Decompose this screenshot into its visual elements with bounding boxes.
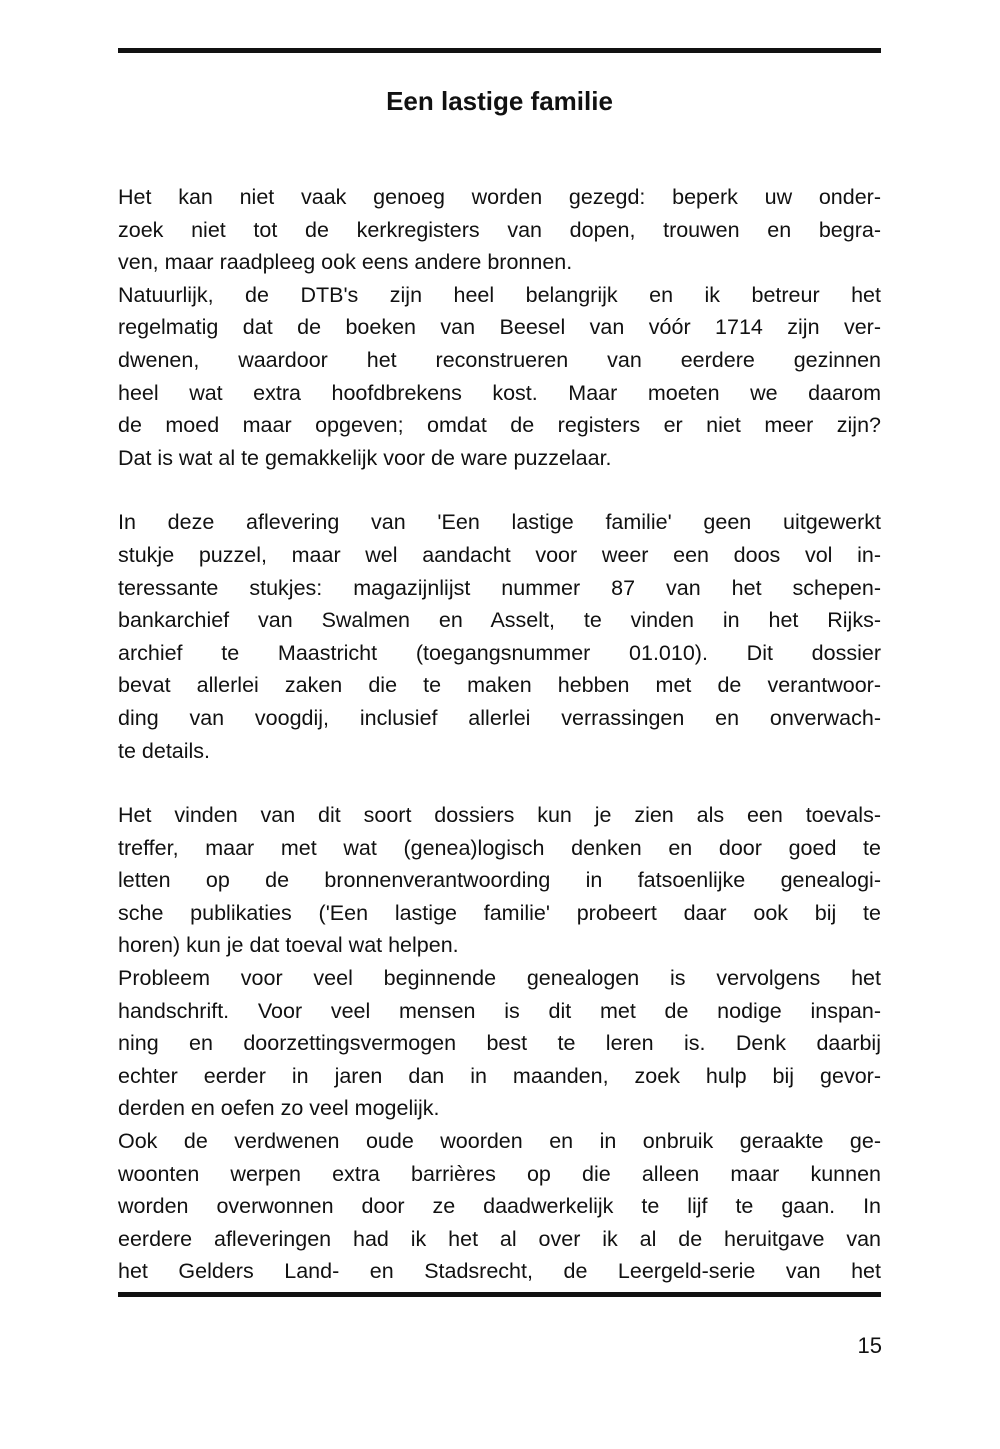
text-line: het Gelders Land- en Stadsrecht, de Leergeld-serie van het <box>118 1259 881 1284</box>
text-line: dwenen, waardoor het reconstrueren van eerdere gezinnen <box>118 347 881 372</box>
page-number: 15 <box>857 1333 882 1358</box>
text-line: treffer, maar met wat (genea)logisch denken en door goed te <box>118 835 881 860</box>
text-line: ding van voogdij, inclusief allerlei verrassingen en onverwach- <box>118 705 881 730</box>
paragraph-2 <box>118 279 881 475</box>
text-line: Ook de verdwenen oude woorden en in onbruik geraakte ge- <box>118 1129 881 1154</box>
text-line: eerdere afleveringen had ik het al over ik al de heruitgave van <box>118 1226 881 1251</box>
text-line: handschrift. Voor veel mensen is dit met de nodige inspan- <box>118 998 881 1023</box>
text-line: Het vinden van dit soort dossiers kun je zien als een toevals- <box>118 803 881 828</box>
text-line: zoek niet tot de kerkregisters van dopen, trouwen en begra- <box>118 217 881 242</box>
text-line: sche publikaties ('Een lastige familie' probeert daar ook bij te <box>118 900 881 925</box>
paragraph-1 <box>118 181 881 279</box>
text-line: horen) kun je dat toeval wat helpen. <box>118 933 459 958</box>
text-line: bevat allerlei zaken die te maken hebben met de verantwoor- <box>118 673 881 698</box>
text-line: Het kan niet vaak genoeg worden gezegd: beperk uw onder- <box>118 185 881 209</box>
text-line: derden en oefen zo veel mogelijk. <box>118 1096 440 1121</box>
text-line: de moed maar opgeven; omdat de registers er niet meer zijn? <box>118 413 881 438</box>
paragraph-3 <box>118 506 881 767</box>
text-line: letten op de bronnenverantwoording in fatsoenlijke genealogi- <box>118 868 881 893</box>
text-line: ven, maar raadpleeg ook eens andere bronnen. <box>118 250 573 275</box>
text-line: Dat is wat al te gemakkelijk voor de ware puzzelaar. <box>118 445 612 470</box>
text-line: Probleem voor veel beginnende genealogen is vervolgens het <box>118 966 881 991</box>
text-line: worden overwonnen door ze daadwerkelijk te lijf te gaan. In <box>118 1194 881 1219</box>
text-line: teressante stukjes: magazijnlijst nummer 87 van het schepen- <box>118 575 881 600</box>
paragraph-5 <box>118 962 881 1125</box>
text-line: echter eerder in jaren dan in maanden, zoek hulp bij gevor- <box>118 1063 881 1088</box>
paragraph-6 <box>118 1125 881 1288</box>
text-line: regelmatig dat de boeken van Beesel van vóór 1714 zijn ver- <box>118 315 881 340</box>
article-body <box>118 181 881 1288</box>
text-line: te details. <box>118 738 211 763</box>
text-line: woonten werpen extra barrières op die alleen maar kunnen <box>118 1161 881 1186</box>
text-line: bankarchief van Swalmen en Asselt, te vinden in het Rijks- <box>118 608 881 633</box>
text-line: archief te Maastricht (toegangsnummer 01.010). Dit dossier <box>118 640 881 665</box>
text-line: In deze aflevering van 'Een lastige familie' geen uitgewerkt <box>118 510 881 535</box>
page-title: Een lastige familie <box>386 86 613 116</box>
text-line: ning en doorzettingsvermogen best te leren is. Denk daarbij <box>118 1031 881 1056</box>
text-line: stukje puzzel, maar wel aandacht voor weer een doos vol in- <box>118 542 881 567</box>
text-line: Natuurlijk, de DTB's zijn heel belangrijk en ik betreur het <box>118 282 881 307</box>
paragraph-4 <box>118 799 881 962</box>
bottom-rule <box>118 1292 881 1297</box>
top-rule <box>118 48 881 53</box>
text-line: heel wat extra hoofdbrekens kost. Maar moeten we daarom <box>118 380 881 405</box>
